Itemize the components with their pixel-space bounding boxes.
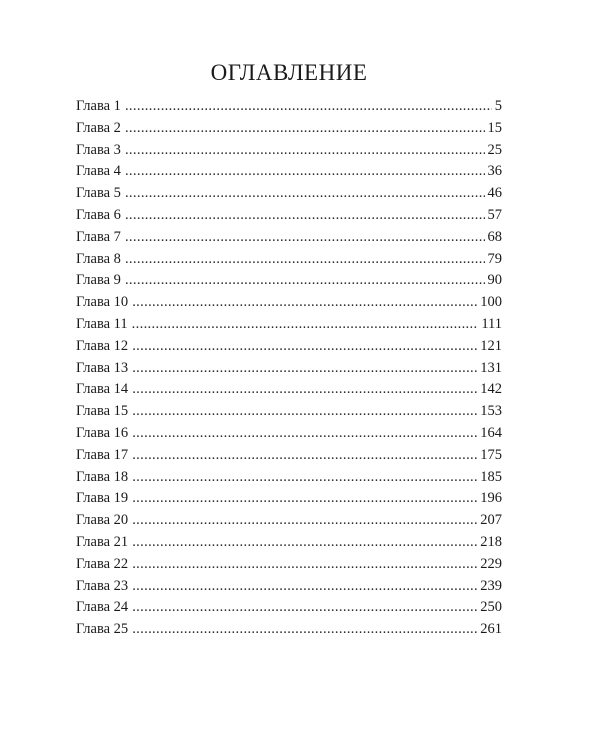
toc-entry-label: Глава 15 [76,403,129,420]
toc-entry-label: Глава 22 [76,555,129,572]
toc-entry-page-number: 46 [487,185,502,202]
dot-leader [125,183,485,205]
toc-entry-page-number: 261 [480,621,502,638]
toc-entry[interactable] [76,401,502,423]
toc-entry-label: Глава 16 [76,424,129,441]
toc-entry[interactable] [76,292,502,314]
toc-entry[interactable] [76,249,502,271]
toc-entry-page-number: 207 [480,512,502,529]
dot-leader [132,336,477,358]
dot-leader [132,379,477,401]
toc-entry[interactable] [76,358,502,380]
toc-entry[interactable] [76,161,502,183]
dot-leader [132,314,479,336]
dot-leader [132,510,477,532]
toc-entry-page-number: 185 [480,468,502,485]
toc-entry-label: Глава 1 [76,98,121,114]
toc-entry-page-number: 90 [487,272,502,289]
toc-entry[interactable] [76,510,502,532]
dot-leader [132,597,477,619]
toc-entry-label: Глава 13 [76,359,129,376]
toc-entry[interactable] [76,379,502,401]
dot-leader [125,249,485,271]
dot-leader [132,554,477,576]
table-of-contents [76,96,502,641]
toc-entry-page-number: 239 [480,577,502,594]
toc-entry-page-number: 79 [487,250,502,267]
toc-entry[interactable] [76,554,502,576]
dot-leader [125,270,485,292]
toc-entry-label: Глава 14 [76,381,129,398]
toc-entry-label: Глава 23 [76,577,129,594]
dot-leader [125,161,485,183]
toc-entry-label: Глава 4 [76,163,121,180]
toc-entry-label: Глава 5 [76,185,121,202]
toc-entry-label: Глава 20 [76,512,129,529]
toc-entry-label: Глава 2 [76,119,121,136]
toc-entry-label: Глава 8 [76,250,121,267]
toc-entry-page-number: 153 [480,403,502,420]
dot-leader [132,445,477,467]
toc-entry[interactable] [76,445,502,467]
toc-entry-page-number: 218 [480,533,502,550]
toc-entry-label: Глава 3 [76,141,121,158]
toc-entry-page-number: 196 [480,490,502,507]
dot-leader [132,532,477,554]
toc-entry-label: Глава 7 [76,228,121,245]
toc-entry-page-number: 164 [480,424,502,441]
toc-entry-label: Глава 25 [76,621,129,638]
toc-entry-page-number: 25 [487,141,502,158]
toc-entry-page-number: 15 [487,119,502,136]
toc-entry-label: Глава 17 [76,446,129,463]
toc-entry-page-number: 5 [494,98,502,114]
dot-leader [132,576,477,598]
page-title: ОГЛАВЛЕНИЕ [210,60,368,85]
toc-entry[interactable] [76,96,502,118]
dot-leader [132,358,477,380]
toc-entry-page-number: 111 [481,315,502,332]
dot-leader [132,401,477,423]
toc-entry[interactable] [76,205,502,227]
toc-entry[interactable] [76,118,502,140]
toc-entry-page-number: 68 [487,228,502,245]
toc-entry[interactable] [76,140,502,162]
toc-entry-label: Глава 21 [76,533,129,550]
toc-entry-page-number: 121 [480,337,502,354]
toc-entry[interactable] [76,488,502,510]
dot-leader [132,467,477,489]
toc-entry-label: Глава 11 [76,315,128,332]
toc-entry-label: Глава 12 [76,337,129,354]
toc-entry-page-number: 131 [480,359,502,376]
toc-entry-page-number: 250 [480,599,502,616]
dot-leader [125,118,485,140]
toc-entry[interactable] [76,467,502,489]
toc-entry[interactable] [76,270,502,292]
toc-entry-page-number: 175 [480,446,502,463]
toc-entry-page-number: 229 [480,555,502,572]
dot-leader [132,619,477,641]
toc-entry[interactable] [76,227,502,249]
toc-entry-page-number: 100 [480,294,502,311]
dot-leader [132,292,477,314]
toc-entry[interactable] [76,423,502,445]
toc-entry[interactable] [76,183,502,205]
toc-entry-label: Глава 19 [76,490,129,507]
toc-entry-page-number: 36 [487,163,502,180]
toc-entry[interactable] [76,336,502,358]
toc-entry[interactable] [76,532,502,554]
toc-entry-label: Глава 9 [76,272,121,289]
toc-entry[interactable] [76,619,502,641]
toc-entry-label: Глава 24 [76,599,129,616]
toc-entry[interactable] [76,314,502,336]
dot-leader [132,488,477,510]
toc-entry-page-number: 57 [487,206,502,223]
toc-entry-label: Глава 6 [76,206,121,223]
toc-entry[interactable] [76,576,502,598]
toc-entry-label: Глава 18 [76,468,129,485]
toc-entry-page-number: 142 [480,381,502,398]
dot-leader [125,227,485,249]
dot-leader [125,140,485,162]
dot-leader [125,205,485,227]
dot-leader [132,423,477,445]
toc-entry-label: Глава 10 [76,294,129,311]
toc-entry[interactable] [76,597,502,619]
dot-leader [125,96,492,118]
